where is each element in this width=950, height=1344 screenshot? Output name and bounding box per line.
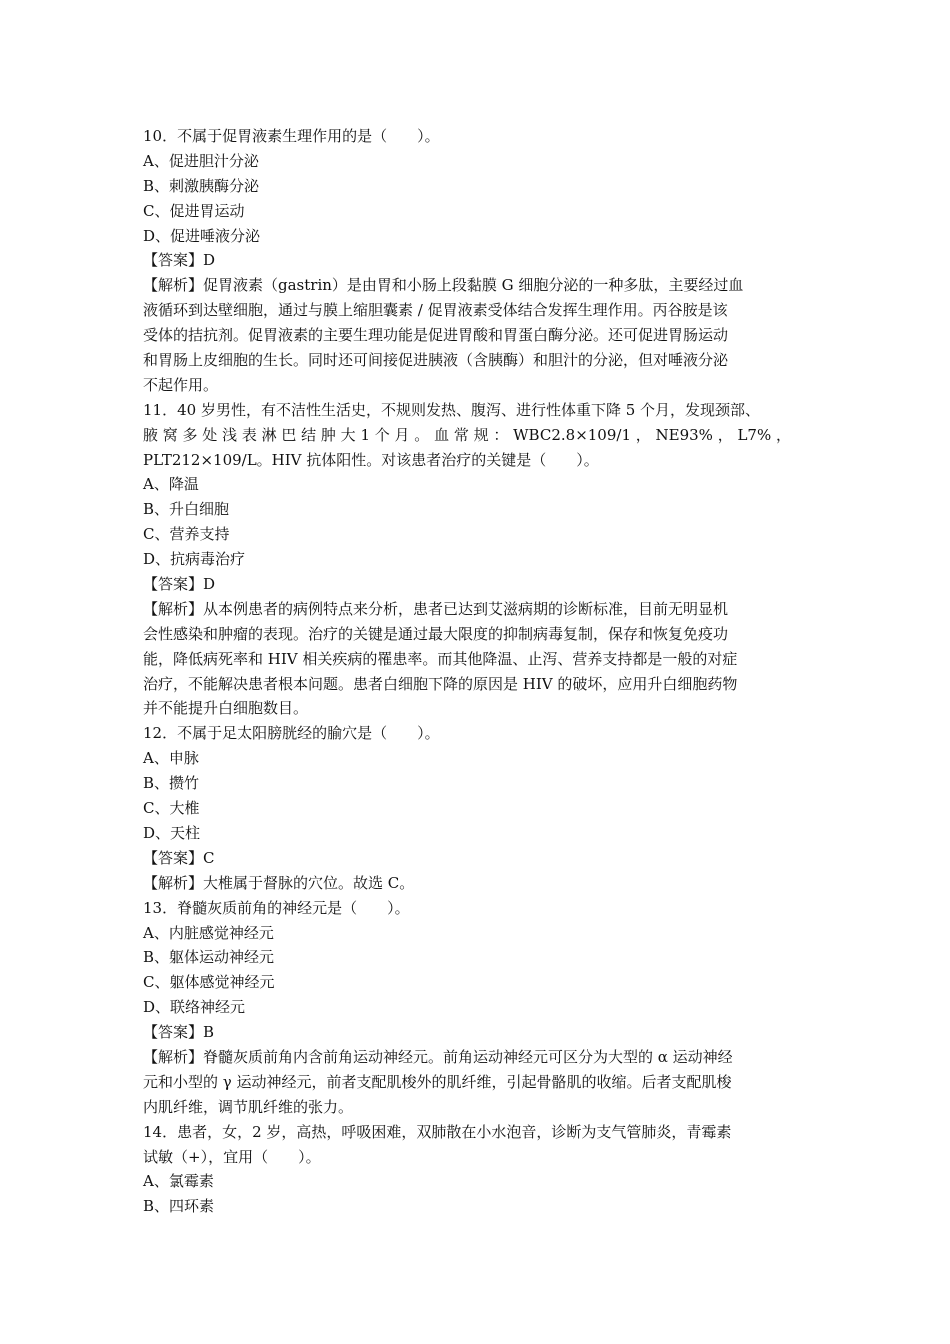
option: D、联络神经元: [143, 998, 246, 1017]
option: A、氯霉素: [143, 1172, 214, 1191]
option: B、四环素: [143, 1197, 215, 1216]
answer: 【答案】B: [143, 1023, 215, 1042]
option: C、躯体感觉神经元: [143, 973, 275, 992]
analysis-line: 受体的拮抗剂。促胃液素的主要生理功能是促进胃酸和胃蛋白酶分泌。还可促进胃肠运动: [143, 326, 729, 345]
analysis-line: 并不能提升白细胞数目。: [143, 699, 309, 718]
analysis-line: 会性感染和肿瘤的表现。治疗的关键是通过最大限度的抑制病毒复制，保存和恢复免疫功: [143, 624, 729, 643]
analysis-line: 治疗，不能解决患者根本问题。患者白细胞下降的原因是 HIV 的破坏，应用升白细胞药物: [143, 674, 738, 693]
question-stem: 12．不属于足太阳膀胱经的腧穴是（ ）。: [143, 724, 440, 743]
document-page: [143, 124, 813, 1219]
answer: 【答案】D: [143, 575, 216, 594]
option: A、降温: [143, 475, 199, 494]
question-stem: PLT212×109/L。HIV 抗体阳性。对该患者治疗的关键是（ ）。: [143, 450, 599, 469]
analysis-line: 内肌纤维，调节肌纤维的张力。: [143, 1097, 354, 1116]
option: A、促进胆汁分泌: [143, 151, 259, 170]
analysis-line: 【解析】大椎属于督脉的穴位。故选 C。: [143, 873, 415, 892]
analysis-line: 不起作用。: [143, 375, 219, 394]
analysis-line: 和胃肠上皮细胞的生长。同时还可间接促进胰液（含胰酶）和胆汁的分泌，但对唾液分泌: [143, 351, 729, 370]
question-stem: 试敏（+），宜用（ ）。: [143, 1147, 321, 1166]
option: B、升白细胞: [143, 500, 230, 519]
option: C、促进胃运动: [143, 201, 245, 220]
option: D、抗病毒治疗: [143, 550, 246, 569]
analysis-line: 【解析】脊髓灰质前角内含前角运动神经元。前角运动神经元可区分为大型的 α 运动神经: [143, 1047, 733, 1066]
option: D、天柱: [143, 823, 201, 842]
answer: 【答案】D: [143, 251, 216, 270]
answer: 【答案】C: [143, 848, 215, 867]
question-stem: 13．脊髓灰质前角的神经元是（ ）。: [143, 898, 410, 917]
option: B、刺激胰酶分泌: [143, 176, 260, 195]
option: C、营养支持: [143, 525, 230, 544]
option: D、促进唾液分泌: [143, 226, 261, 245]
analysis-line: 液循环到达壁细胞，通过与膜上缩胆囊素 / 促胃液素受体结合发挥生理作用。丙谷胺是该: [143, 301, 728, 320]
question-stem: 腋 窝 多 处 浅 表 淋 巴 结 肿 大 1 个 月 。 血 常 规 ： WBC2.8×109/1 ， NE93% ， L7% ，: [143, 425, 791, 444]
option: B、攒竹: [143, 774, 200, 793]
option: C、大椎: [143, 799, 200, 818]
question-stem: 11．40 岁男性，有不洁性生活史，不规则发热、腹泻、进行性体重下降 5 个月，发现颈部、: [143, 400, 761, 419]
analysis-line: 元和小型的 γ 运动神经元，前者支配肌梭外的肌纤维，引起骨骼肌的收缩。后者支配肌梭: [143, 1072, 732, 1091]
question-stem: 14．患者，女，2 岁，高热，呼吸困难，双肺散在小水泡音，诊断为支气管肺炎，青霉素: [143, 1122, 732, 1141]
option: A、内脏感觉神经元: [143, 923, 274, 942]
question-stem: 10．不属于促胃液素生理作用的是（ ）。: [143, 127, 440, 145]
option: B、躯体运动神经元: [143, 948, 275, 967]
analysis-line: 【解析】从本例患者的病例特点来分析，患者已达到艾滋病期的诊断标准，目前无明显机: [143, 599, 729, 618]
analysis-line: 能，降低病死率和 HIV 相关疾病的罹患率。而其他降温、止泻、营养支持都是一般的对症: [143, 649, 738, 668]
option: A、申脉: [143, 749, 199, 768]
analysis-line: 【解析】促胃液素（gastrin）是由胃和小肠上段黏膜 G 细胞分泌的一种多肽，主要经过血: [143, 276, 744, 295]
